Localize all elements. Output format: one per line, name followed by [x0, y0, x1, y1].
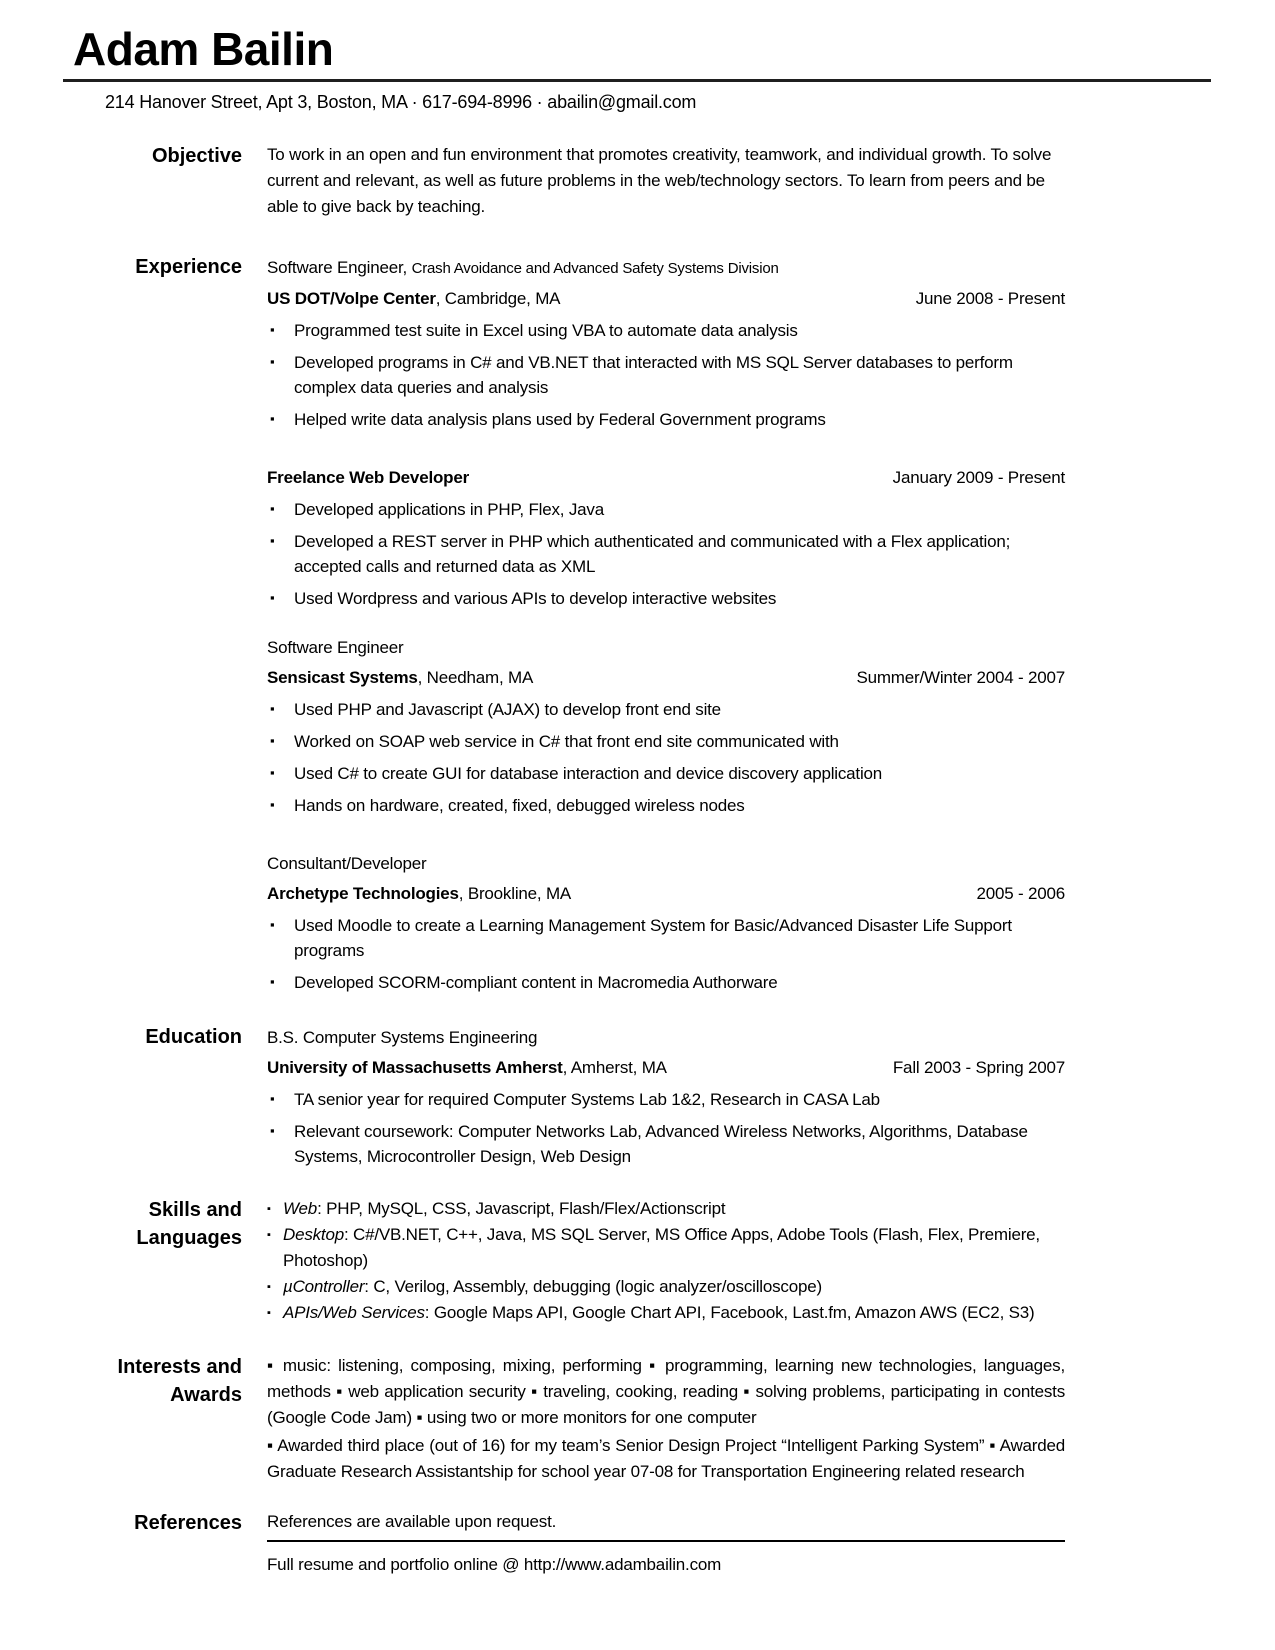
job-bullet-list [267, 318, 1065, 432]
portfolio-line: Full resume and portfolio online @ http://www.adambailin.com [267, 1555, 722, 1574]
skill-text: : Google Maps API, Google Chart API, Facebook, Last.fm, Amazon AWS (EC2, S3) [424, 1303, 1035, 1322]
job-company-row [267, 284, 1065, 314]
section-label-references: References [134, 1512, 242, 1534]
section-label-line: Awards [170, 1384, 242, 1406]
header-rule [63, 79, 1211, 82]
bullet-item [267, 1087, 1065, 1112]
bullet-text: Used Wordpress and various APIs to develop interactive websites [294, 589, 777, 608]
education-dates: Fall 2003 - Spring 2007 [892, 1058, 1065, 1077]
job-company-row [267, 879, 1065, 909]
objective-text: To work in an open and fun environment that promotes creativity, teamwork, and individual growth. To solve current and relevant, as well as future problems in the web/technology sectors. To learn from peers and be able to give back by teaching. [267, 145, 1052, 216]
job-title-row [267, 633, 1065, 663]
bullet-text: Developed programs in C# and VB.NET that interacted with MS SQL Server databases to perform complex data queries and analysis [294, 353, 1013, 397]
degree-row [267, 1023, 1065, 1053]
skill-text: : C#/VB.NET, C++, Java, MS SQL Server, MS Office Apps, Adobe Tools (Flash, Flex, Premiere, Photoshop) [283, 1225, 1040, 1270]
job-title-row [267, 849, 1065, 879]
bullet-item [267, 529, 1065, 579]
job-title: Freelance Web Developer [267, 468, 470, 487]
bullet-text: TA senior year for required Computer Systems Lab 1&2, Research in CASA Lab [294, 1090, 880, 1109]
job-bullet-list [267, 497, 1065, 611]
job-block-freelance [267, 463, 1065, 611]
bullet-item [267, 407, 1065, 432]
bullet-item [267, 697, 1065, 722]
bullet-text: Used PHP and Javascript (AJAX) to develop front end site [294, 700, 721, 719]
company-name: Archetype Technologies [267, 884, 459, 903]
job-company-row [267, 663, 1065, 693]
bullet-text: Relevant coursework: Computer Networks Lab, Advanced Wireless Networks, Algorithms, Database Systems, Microcontroller Design, Web Design [294, 1122, 1028, 1166]
job-dates: Summer/Winter 2004 - 2007 [856, 668, 1065, 687]
square-bullet-icon: ▪ [270, 411, 275, 426]
job-block-archetype [267, 849, 1065, 995]
bullet-text: Used Moodle to create a Learning Management System for Basic/Advanced Disaster Life Support programs [294, 916, 1012, 960]
skill-category: Desktop [283, 1225, 344, 1244]
company-name: US DOT/Volpe Center [267, 289, 436, 308]
square-bullet-icon: ▪ [267, 1281, 271, 1293]
contact-line: 214 Hanover Street, Apt 3, Boston, MA · 617-694-8996 · abailin@gmail.com [105, 92, 697, 112]
section-education [0, 1023, 1275, 1169]
square-bullet-icon: ▪ [270, 1123, 275, 1138]
job-title-row [267, 463, 1065, 493]
section-label-objective: Objective [151, 145, 242, 167]
section-label-line: Interests and [117, 1356, 242, 1378]
job-title: Consultant/Developer [267, 854, 427, 873]
bullet-text: Developed SCORM-compliant content in Macromedia Authorware [294, 973, 778, 992]
education-bullet-list [267, 1087, 1065, 1169]
job-dates: June 2008 - Present [915, 289, 1065, 308]
skill-text: : C, Verilog, Assembly, debugging (logic analyzer/oscilloscope) [364, 1277, 822, 1296]
section-experience [0, 253, 1275, 995]
degree-name: B.S. Computer Systems Engineering [267, 1028, 538, 1047]
company-location: , Cambridge, MA [435, 289, 561, 308]
interests-paragraph: ▪ music: listening, composing, mixing, performing ▪ programming, learning new technologies, languages, methods ▪ web application security ▪ traveling, cooking, reading ▪ solving problems, participating in contests (Google Code Jam) ▪ using two or more monitors for one computer [267, 1356, 1065, 1427]
section-label-interests [0, 1353, 242, 1409]
square-bullet-icon: ▪ [270, 354, 275, 369]
bullet-item [267, 729, 1065, 754]
square-bullet-icon: ▪ [270, 797, 275, 812]
school-name: University of Massachusetts Amherst [267, 1058, 563, 1077]
section-label-skills [0, 1196, 242, 1252]
bullet-item [267, 970, 1065, 995]
bullet-text: Hands on hardware, created, fixed, debugged wireless nodes [294, 796, 745, 815]
section-skills [0, 1196, 1275, 1326]
section-label-education: Education [145, 1026, 242, 1048]
section-label-experience: Experience [135, 256, 242, 278]
bullet-text: Helped write data analysis plans used by Federal Government programs [294, 410, 826, 429]
square-bullet-icon: ▪ [270, 1091, 275, 1106]
bullet-item [267, 1119, 1065, 1169]
job-title: Software Engineer, [267, 258, 408, 277]
skill-text: : PHP, MySQL, CSS, Javascript, Flash/Flex/Actionscript [317, 1199, 726, 1218]
skill-category: Web [283, 1199, 318, 1218]
square-bullet-icon: ▪ [270, 501, 275, 516]
bullet-text: Programmed test suite in Excel using VBA to automate data analysis [294, 321, 798, 340]
bullet-item [267, 497, 1065, 522]
bullet-item [267, 761, 1065, 786]
bullet-item [267, 318, 1065, 343]
skill-item [267, 1300, 1065, 1326]
awards-paragraph: ▪ Awarded third place (out of 16) for my team’s Senior Design Project “Intelligent Parking System” ▪ Awarded Graduate Research Assistantship for school year 07-08 for Transportation Engineering related research [267, 1436, 1065, 1481]
company-location: , Needham, MA [417, 668, 534, 687]
references-content [267, 1509, 1065, 1577]
job-block-volpe [267, 253, 1065, 432]
experience-content [267, 253, 1065, 995]
bullet-item [267, 586, 1065, 611]
company-location: , Brookline, MA [458, 884, 572, 903]
square-bullet-icon: ▪ [270, 322, 275, 337]
square-bullet-icon: ▪ [270, 917, 275, 932]
bullet-item [267, 350, 1065, 400]
section-label-line: Skills and [148, 1199, 242, 1221]
school-location: , Amherst, MA [562, 1058, 667, 1077]
job-title-row [267, 253, 1065, 284]
skill-category: µController [283, 1277, 365, 1296]
square-bullet-icon: ▪ [267, 1203, 271, 1215]
job-division: Crash Avoidance and Advanced Safety Systems Division [411, 260, 779, 277]
job-title: Software Engineer [267, 638, 404, 657]
section-label-line: Languages [136, 1227, 242, 1249]
skill-item [267, 1196, 1065, 1222]
bullet-text: Used C# to create GUI for database interaction and device discovery application [294, 764, 883, 783]
square-bullet-icon: ▪ [270, 733, 275, 748]
square-bullet-icon: ▪ [270, 590, 275, 605]
job-bullet-list [267, 913, 1065, 995]
square-bullet-icon: ▪ [270, 701, 275, 716]
section-objective [0, 142, 1275, 220]
square-bullet-icon: ▪ [270, 974, 275, 989]
person-name: Adam Bailin [73, 23, 334, 75]
section-references [0, 1509, 1275, 1577]
square-bullet-icon: ▪ [270, 765, 275, 780]
square-bullet-icon: ▪ [267, 1307, 271, 1319]
interests-content [267, 1353, 1065, 1485]
bullet-text: Worked on SOAP web service in C# that front end site communicated with [294, 732, 839, 751]
job-dates: 2005 - 2006 [976, 884, 1065, 903]
header [0, 0, 1275, 113]
skill-category: APIs/Web Services [283, 1303, 425, 1322]
education-content [267, 1023, 1065, 1169]
skills-content [267, 1196, 1065, 1326]
skill-item [267, 1222, 1065, 1274]
company-name: Sensicast Systems [267, 668, 418, 687]
section-interests [0, 1353, 1275, 1485]
job-dates: January 2009 - Present [892, 468, 1065, 487]
bullet-item [267, 913, 1065, 963]
skill-item [267, 1274, 1065, 1300]
references-text: References are available upon request. [267, 1509, 1065, 1542]
square-bullet-icon: ▪ [270, 533, 275, 548]
bullet-text: Developed applications in PHP, Flex, Java [294, 500, 604, 519]
job-block-sensicast [267, 633, 1065, 818]
school-row [267, 1053, 1065, 1083]
bullet-item [267, 793, 1065, 818]
job-bullet-list [267, 697, 1065, 818]
bullet-text: Developed a REST server in PHP which authenticated and communicated with a Flex application; accepted calls and returned data as XML [294, 532, 1011, 576]
square-bullet-icon: ▪ [267, 1229, 271, 1241]
